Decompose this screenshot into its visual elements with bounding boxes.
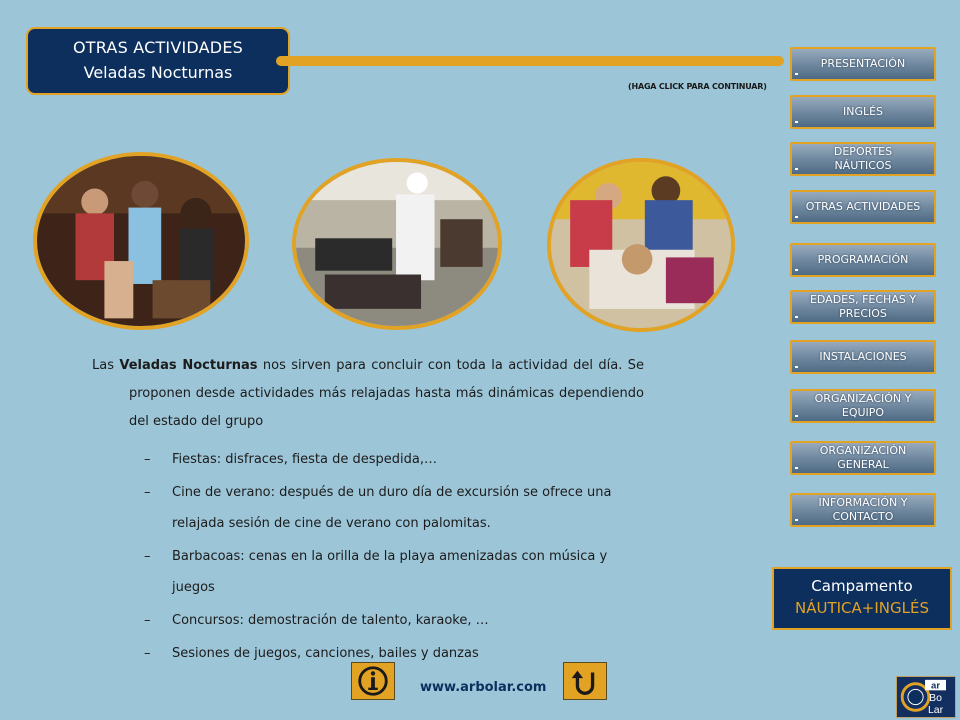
website-link[interactable]: www.arbolar.com [420,680,547,695]
arbolar-logo [896,676,956,718]
button-bullet [795,168,798,170]
list-dash: – [144,485,151,500]
campamento-label: Campamento [811,577,913,595]
button-bullet [795,467,798,469]
nav-presentacion-button[interactable] [790,47,936,81]
svg-text:Bo: Bo [929,692,942,704]
nav-label: OTRAS ACTIVIDADES [805,199,921,213]
button-bullet [795,415,798,417]
nav-organizacion-general-button[interactable] [790,441,936,475]
svg-text:ar: ar [931,680,941,692]
nav-informacion-contacto-button[interactable] [790,493,936,527]
nav-label: INGLÉS [842,104,884,118]
list-dash: – [144,613,151,628]
list-dash: – [144,452,151,467]
intro-paragraph [92,352,644,436]
campamento-name: NÁUTICA+INGLÉS [795,599,929,617]
button-bullet [795,519,798,521]
nav-label: PROGRAMACIÓN [817,252,909,266]
nav-label: ORGANIZACIÓN GENERAL [819,443,907,471]
button-bullet [795,73,798,75]
nav-label: ORGANIZACIÓN Y EQUIPO [814,391,912,419]
button-bullet [795,366,798,368]
list-item-text: Barbacoas: cenas en la orilla de la playa amenizadas con música y juegos [172,549,608,595]
nav-edades-fechas-precios-button[interactable] [790,290,936,324]
button-bullet [795,216,798,218]
info-icon [352,663,394,699]
nav-deportes-nauticos-button[interactable] [790,142,936,176]
intro-highlight: Veladas Nocturnas [119,358,258,373]
nav-organizacion-equipo-button[interactable] [790,389,936,423]
title-divider [276,56,784,66]
list-dash: – [144,549,151,564]
list-item [92,541,644,603]
subsection-title: Veladas Nocturnas [83,63,233,82]
campamento-box [772,567,952,630]
intro-text-rest: nos sirven para concluir con toda la actividad del día. Se proponen desde actividades más relajadas hasta más dinámicas dependiendo del estado del grupo [129,358,644,429]
nav-label: INSTALACIONES [819,349,907,363]
section-title: OTRAS ACTIVIDADES [73,38,243,57]
photo-group-game [547,158,735,332]
list-dash: – [144,646,151,661]
continue-hint: (HAGA CLICK PARA CONTINUAR) [628,82,767,91]
nav-label: INFORMACIÓN Y CONTACTO [818,495,908,523]
return-arrow-icon [564,663,606,699]
button-bullet [795,121,798,123]
list-item [92,444,644,475]
section-title-box [26,27,290,95]
list-item-text: Concursos: demostración de talento, karaoke, … [172,613,489,628]
return-button[interactable] [563,662,607,700]
nav-label: DEPORTES NÁUTICOS [833,144,893,172]
activity-list [92,444,644,669]
nav-label: PRESENTACIÓN [820,56,906,70]
intro-text-start: Las [92,358,120,373]
button-bullet [795,316,798,318]
list-item [92,605,644,636]
button-bullet [795,269,798,271]
list-item-text: Cine de verano: después de un duro día de excursión se ofrece una relajada sesión de cine de verano con palomitas. [172,485,612,531]
info-button[interactable] [351,662,395,700]
svg-text:Lar: Lar [927,705,944,717]
main-content [92,352,644,671]
nav-label: EDADES, FECHAS Y PRECIOS [809,292,917,320]
nav-otras-actividades-button[interactable] [790,190,936,224]
list-item-text: Fiestas: disfraces, fiesta de despedida,… [172,452,437,467]
photo-party [33,152,249,330]
photo-barbecue [292,158,502,330]
nav-instalaciones-button[interactable] [790,340,936,374]
nav-programacion-button[interactable] [790,243,936,277]
nav-ingles-button[interactable] [790,95,936,129]
list-item-text: Sesiones de juegos, canciones, bailes y danzas [172,646,479,661]
list-item [92,477,644,539]
